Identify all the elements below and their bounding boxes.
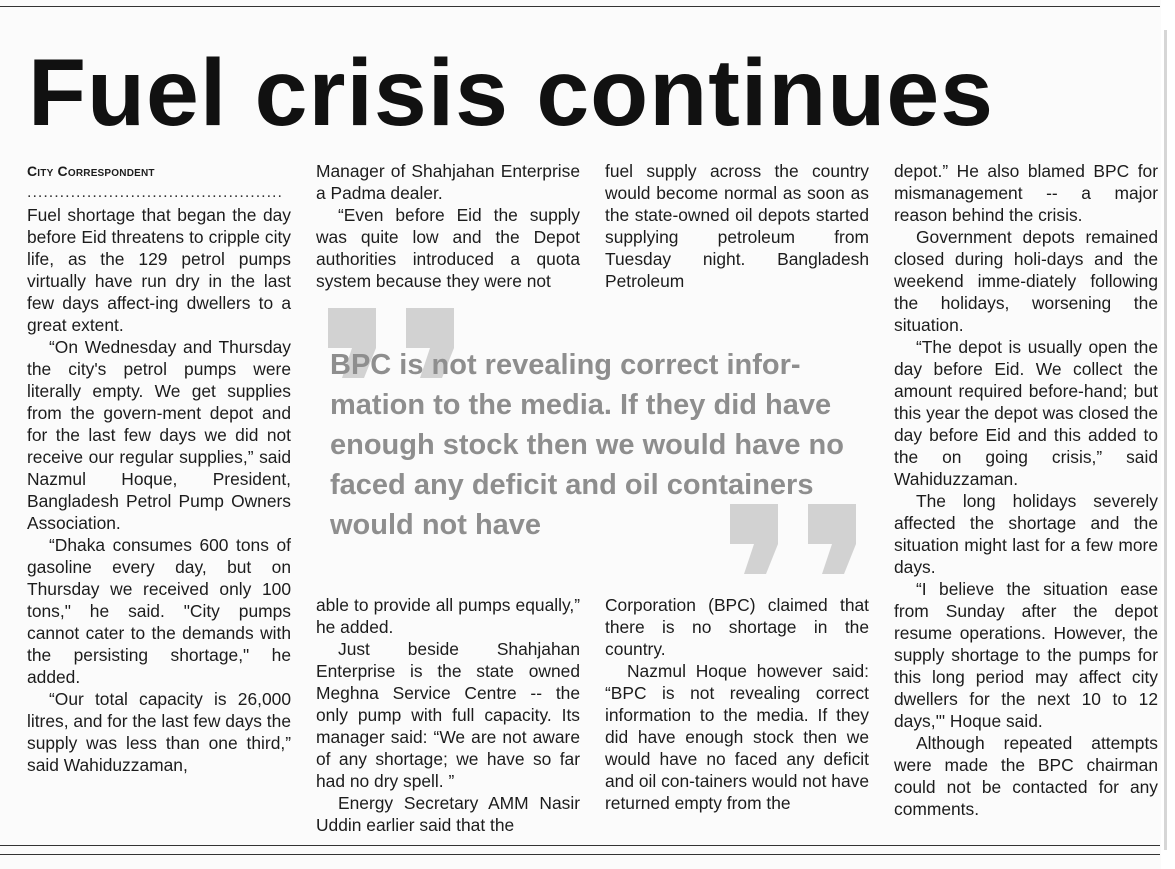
column-3-bottom [605,594,869,814]
paragraph: Corporation (BPC) claimed that there is no shortage in the country. [605,595,869,659]
paragraph: “The depot is usually open the day before Eid. We collect the amount required before-hand; but this year the depot was closed the day before Eid and this added to the on going crisis,” said Wahiduzzaman. [894,337,1158,489]
paragraph: Manager of Shahjahan Enterprise a Padma dealer. [316,161,580,203]
paragraph: fuel supply across the country would become normal as soon as the state-owned oil depots started supplying petroleum from Tuesday night. Bangladesh Petroleum [605,161,869,291]
paragraph: Energy Secretary AMM Nasir Uddin earlier said that the [316,793,580,835]
byline: City Correspondent [27,163,155,179]
column-3-top [605,160,869,292]
column-2-bottom [316,594,580,836]
paragraph: “Even before Eid the supply was quite low and the Depot authorities introduced a quota system because they were not [316,205,580,291]
bottom-rule-secondary [0,854,1160,855]
paragraph: “Our total capacity is 26,000 litres, and for the last few days the supply was less than one third,” said Wahiduzzaman, [27,689,291,775]
bottom-rule [0,845,1160,846]
paragraph: able to provide all pumps equally,” he added. [316,595,580,637]
top-rule [0,6,1160,7]
byline-divider: ............................................... [27,184,283,201]
column-4 [894,160,1158,820]
paragraph: Although repeated attempts were made the BPC chairman could not be contacted for any comments. [894,733,1158,819]
paragraph: Just beside Shahjahan Enterprise is the state owned Meghna Service Centre -- the only pump with full capacity. Its manager said: “We are not aware of any shortage; we have so far had no dry spell. ” [316,639,580,791]
paragraph: “Dhaka consumes 600 tons of gasoline every day, but on Thursday we received only 100 tons," he said. "City pumps cannot cater to the demands with the persisting shortage," he added. [27,535,291,687]
paragraph: Government depots remained closed during holi-days and the weekend imme-diately following the holidays, worsening the situation. [894,227,1158,335]
column-2-top [316,160,580,292]
headline: Fuel crisis continues [28,40,994,146]
pull-quote: BPC is not revealing correct infor-mation to the media. If they did have enough stock then we would have no faced any deficit and oil containers would not have [330,349,844,541]
paragraph: “I believe the situation ease from Sunday after the depot resume operations. However, the supply shortage to the pumps for this long period may affect city dwellers for the next 10 to 12 days,'" Hoque said. [894,579,1158,731]
paragraph: depot.” He also blamed BPC for mismanagement -- a major reason behind the crisis. [894,161,1158,225]
paragraph: “On Wednesday and Thursday the city's petrol pumps were literally empty. We get supplies from the govern-ment depot and for the last few days we did not receive our regular supplies,” said Nazmul Hoque, President, Bangladesh Petrol Pump Owners Association. [27,337,291,533]
paragraph: Nazmul Hoque however said: “BPC is not revealing correct information to the media. If they did have enough stock then we would have no faced any deficit and oil con-tainers would not have returned empty from the [605,661,869,813]
page-edge [1161,0,1175,869]
paragraph: Fuel shortage that began the day before Eid threatens to cripple city life, as the 129 petrol pumps virtually have run dry in the last few days affect-ing dwellers to a great extent. [27,205,291,335]
paragraph: The long holidays severely affected the shortage and the situation might last for a few more days. [894,491,1158,577]
column-1 [27,160,291,776]
